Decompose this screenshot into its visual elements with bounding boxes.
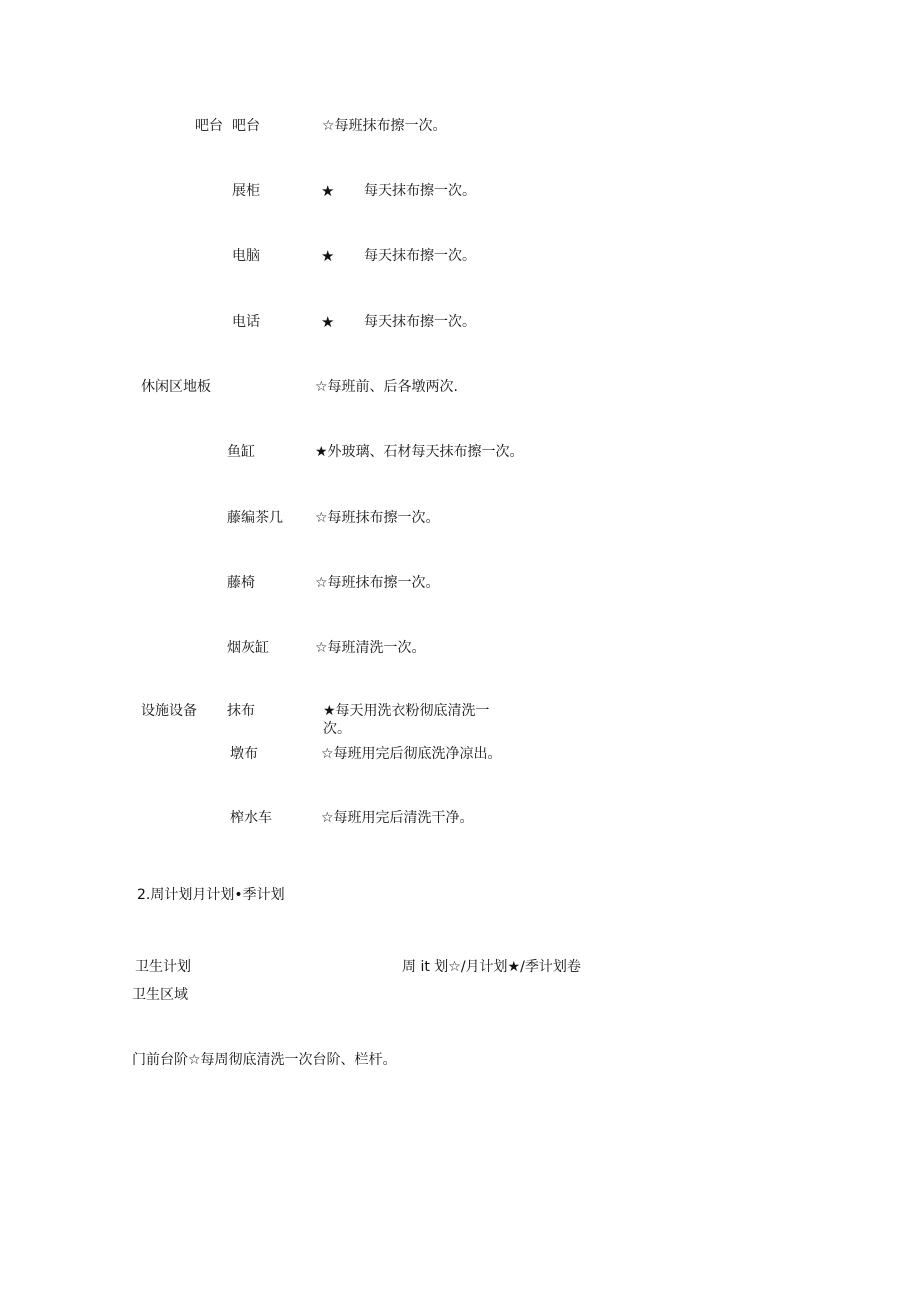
item-label-wringer: 榨水车 xyxy=(230,810,272,826)
filled-star-icon: ★ xyxy=(321,247,335,265)
item-label-rag: 抹布 xyxy=(227,703,255,719)
entrance-steps-line: 门前台阶☆每周彻底清洗一次台阶、栏杆。 xyxy=(132,1052,397,1068)
item-label-fishtank: 鱼缸 xyxy=(227,444,255,460)
schedule-text-lounge: ☆每班前、后各墩两次. xyxy=(315,379,459,395)
schedule-text-phone: 每天抹布擦一次。 xyxy=(364,314,476,330)
schedule-text-bar: ☆每班抹布擦一次。 xyxy=(322,118,447,134)
plan-legend: 周 it 划☆/月计划★/季计划卷 xyxy=(402,959,581,975)
item-label-phone: 电话 xyxy=(232,314,260,330)
area-label-lounge: 休闲区地板 xyxy=(141,379,211,395)
item-label-rattan-chair: 藤椅 xyxy=(227,575,255,591)
schedule-text-mop: ☆每班用完后彻底洗净凉出。 xyxy=(321,746,502,762)
section-heading: 2.周计划月计划•季计划 xyxy=(137,887,285,903)
area-label-equipment: 设施设备 xyxy=(141,703,197,719)
area-label-bar: 吧台 xyxy=(195,118,223,134)
schedule-text-fishtank: ★外玻璃、石材每天抹布擦一次。 xyxy=(315,444,524,460)
item-label-bar: 吧台 xyxy=(232,118,260,134)
item-label-ashtray: 烟灰缸 xyxy=(227,640,269,656)
area-column-label: 卫生区域 xyxy=(132,987,188,1003)
schedule-text-wringer: ☆每班用完后清洗干净。 xyxy=(321,810,474,826)
schedule-text-cabinet: 每天抹布擦一次。 xyxy=(364,183,476,199)
item-label-cabinet: 展柜 xyxy=(232,183,260,199)
item-label-computer: 电脑 xyxy=(232,248,260,264)
item-label-rattan-table: 藤编茶几 xyxy=(227,510,283,526)
plan-label: 卫生计划 xyxy=(135,959,191,975)
schedule-text-rattan-table: ☆每班抹布擦一次。 xyxy=(315,510,440,526)
filled-star-icon: ★ xyxy=(321,182,335,200)
schedule-text-ashtray: ☆每班清洗一次。 xyxy=(315,640,426,656)
schedule-text-rag: ★每天用洗衣粉彻底清洗一次。 xyxy=(323,703,490,737)
filled-star-icon: ★ xyxy=(321,313,335,331)
schedule-text-computer: 每天抹布擦一次。 xyxy=(364,248,476,264)
schedule-text-rattan-chair: ☆每班抹布擦一次。 xyxy=(315,575,440,591)
item-label-mop: 墩布 xyxy=(230,746,258,762)
